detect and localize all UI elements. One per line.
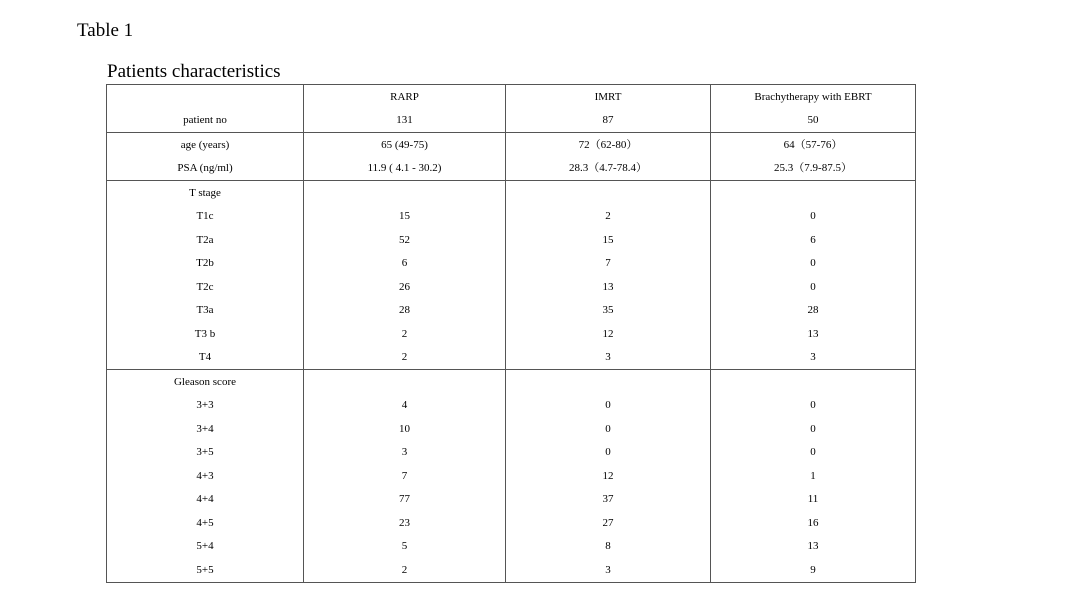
row-label: 5+5 (107, 558, 304, 582)
table-cell: 52 (304, 228, 506, 252)
section-label: Gleason score (107, 370, 304, 394)
table-cell: 1 (711, 464, 916, 488)
row-label: T2b (107, 252, 304, 276)
table-cell: 16 (711, 511, 916, 535)
table-row (107, 252, 916, 276)
table-cell: 0 (711, 441, 916, 465)
table-row-psa (107, 157, 916, 181)
table-cell: 0 (711, 205, 916, 229)
row-label: T1c (107, 205, 304, 229)
section-header-t-stage (107, 181, 916, 205)
table-cell: 15 (304, 205, 506, 229)
row-label: 3+5 (107, 441, 304, 465)
table-cell: 3 (711, 346, 916, 370)
table-cell: 0 (506, 394, 711, 418)
table-row (107, 228, 916, 252)
table-cell: 27 (506, 511, 711, 535)
header-cell-rarp: RARP (304, 85, 506, 109)
row-label: T4 (107, 346, 304, 370)
table-cell: 13 (506, 275, 711, 299)
row-label: T3a (107, 299, 304, 323)
row-label: 3+4 (107, 417, 304, 441)
row-label: T3 b (107, 322, 304, 346)
table-cell: 11 (711, 488, 916, 512)
table-row (107, 417, 916, 441)
section-label: T stage (107, 181, 304, 205)
table-cell: 87 (506, 109, 711, 133)
table-cell: 35 (506, 299, 711, 323)
table-cell: 25.3（7.9-87.5） (711, 157, 916, 181)
row-label: patient no (107, 109, 304, 133)
row-label: age (years) (107, 133, 304, 157)
table-cell: 28.3（4.7-78.4） (506, 157, 711, 181)
table-cell: 65 (49-75) (304, 133, 506, 157)
header-cell-empty (107, 85, 304, 109)
row-label: 3+3 (107, 394, 304, 418)
table-cell: 9 (711, 558, 916, 582)
table-cell: 28 (304, 299, 506, 323)
table-cell: 0 (506, 417, 711, 441)
table-cell: 3 (506, 558, 711, 582)
table-cell: 37 (506, 488, 711, 512)
table-row (107, 394, 916, 418)
table-cell: 0 (711, 252, 916, 276)
table-cell: 2 (304, 558, 506, 582)
table-cell: 50 (711, 109, 916, 133)
table-cell: 10 (304, 417, 506, 441)
patients-characteristics-table (106, 84, 916, 583)
table-cell: 2 (304, 322, 506, 346)
table-cell: 3 (304, 441, 506, 465)
section-header-gleason-score (107, 370, 916, 394)
table-row (107, 441, 916, 465)
table-row (107, 322, 916, 346)
row-label: PSA (ng/ml) (107, 157, 304, 181)
table-row-age (107, 133, 916, 157)
row-label: 4+4 (107, 488, 304, 512)
table-row (107, 205, 916, 229)
table-cell: 23 (304, 511, 506, 535)
table-cell: 12 (506, 464, 711, 488)
table-cell: 0 (506, 441, 711, 465)
table-cell: 0 (711, 275, 916, 299)
table-cell: 6 (304, 252, 506, 276)
table-cell: 0 (711, 417, 916, 441)
table-cell: 72（62-80） (506, 133, 711, 157)
table-row (107, 464, 916, 488)
table-cell: 5 (304, 535, 506, 559)
table-cell: 12 (506, 322, 711, 346)
table-cell: 8 (506, 535, 711, 559)
row-label: 5+4 (107, 535, 304, 559)
table-row (107, 511, 916, 535)
table-cell: 26 (304, 275, 506, 299)
table-cell: 3 (506, 346, 711, 370)
table-row (107, 299, 916, 323)
table-cell: 4 (304, 394, 506, 418)
table-cell: 2 (304, 346, 506, 370)
row-label: 4+3 (107, 464, 304, 488)
table-caption: Patients characteristics (107, 61, 281, 82)
header-row (107, 85, 916, 109)
header-cell-brachytherapy: Brachytherapy with EBRT (711, 85, 916, 109)
table-cell: 11.9 ( 4.1 - 30.2) (304, 157, 506, 181)
row-label: T2a (107, 228, 304, 252)
table-cell: 15 (506, 228, 711, 252)
table-cell: 13 (711, 322, 916, 346)
table-cell: 13 (711, 535, 916, 559)
table-row (107, 535, 916, 559)
table-cell: 0 (711, 394, 916, 418)
table-cell: 6 (711, 228, 916, 252)
table-cell: 7 (304, 464, 506, 488)
table-row (107, 558, 916, 582)
table-cell: 77 (304, 488, 506, 512)
table-cell: 64（57-76） (711, 133, 916, 157)
header-cell-imrt: IMRT (506, 85, 711, 109)
table-cell: 2 (506, 205, 711, 229)
table-row (107, 275, 916, 299)
document-title: Table 1 (77, 20, 134, 41)
row-label: 4+5 (107, 511, 304, 535)
table-cell: 7 (506, 252, 711, 276)
table-cell: 28 (711, 299, 916, 323)
table-row (107, 488, 916, 512)
row-label: T2c (107, 275, 304, 299)
table-cell: 131 (304, 109, 506, 133)
table-row-patient-no (107, 109, 916, 133)
table-row (107, 346, 916, 370)
